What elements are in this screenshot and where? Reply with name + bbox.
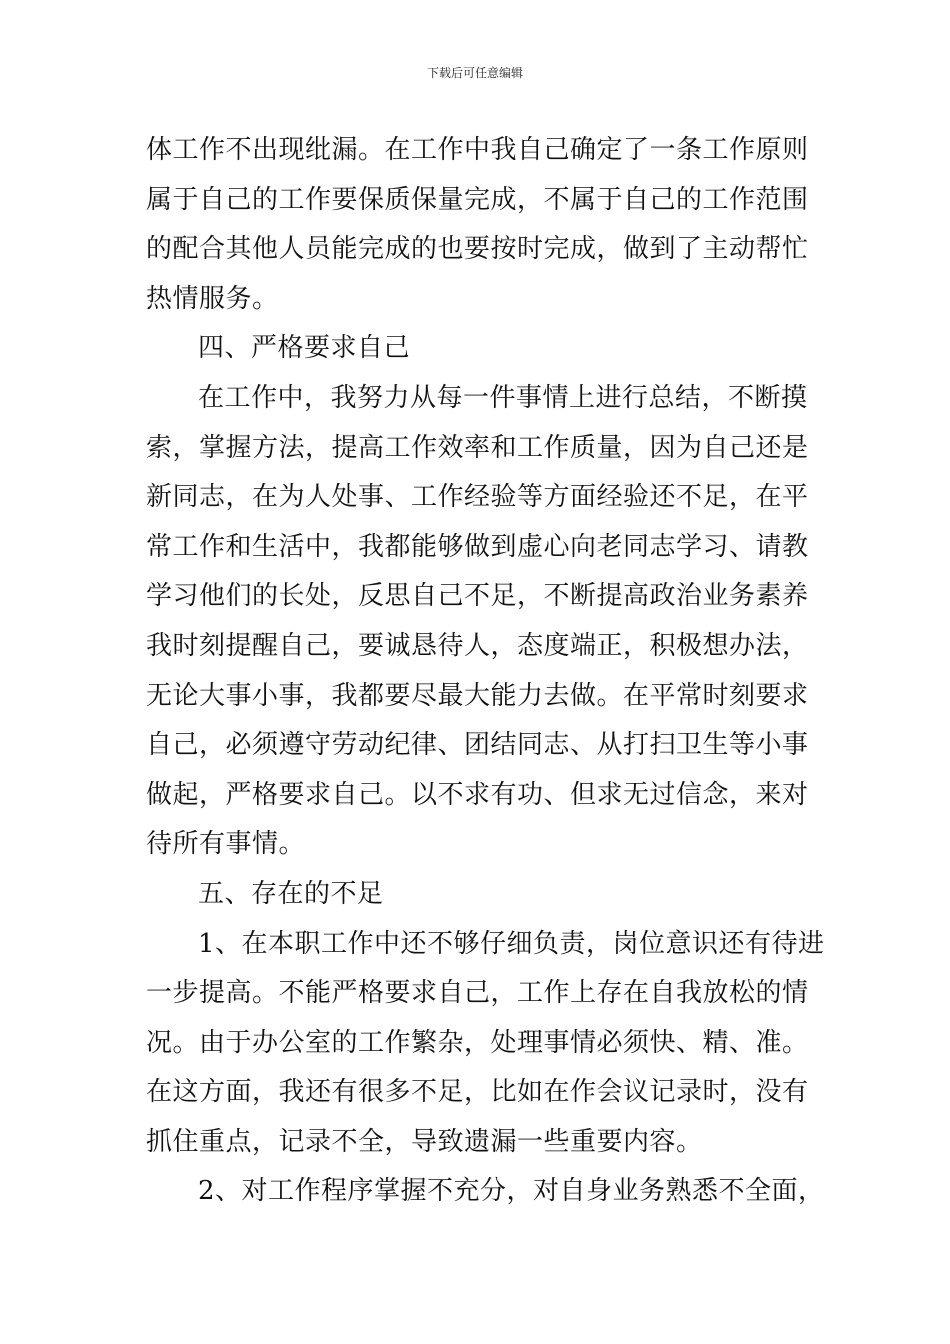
text-line: 做起，严格要求自己。以不求有功、但求无过信念，来对 xyxy=(146,779,809,810)
text-line: 况。由于办公室的工作繁杂，处理事情必须快、精、准。 xyxy=(146,1027,809,1058)
text-line: 新同志，在为人处事、工作经验等方面经验还不足，在平 xyxy=(146,482,809,513)
text-line: 的配合其他人员能完成的也要按时完成，做到了主动帮忙 xyxy=(146,234,809,265)
text-line: 无论大事小事，我都要尽最大能力去做。在平常时刻要求 xyxy=(146,680,809,711)
text-line: 常工作和生活中，我都能够做到虚心向老同志学习、请教 xyxy=(146,531,809,562)
text-line: 在工作中，我努力从每一件事情上进行总结，不断摸 xyxy=(198,382,808,413)
text-line: 1、在本职工作中还不够仔细负责，岗位意识还有待进 xyxy=(198,928,825,959)
text-line: 我时刻提醒自己，要诚恳待人，态度端正，积极想办法， xyxy=(146,630,809,661)
text-line: 在这方面，我还有很多不足，比如在作会议记录时，没有 xyxy=(146,1077,809,1108)
text-line: 自己，必须遵守劳动纪律、团结同志、从打扫卫生等小事 xyxy=(146,730,809,761)
text-line: 2、对工作程序掌握不充分，对自身业务熟悉不全面， xyxy=(198,1176,825,1207)
text-line: 索，掌握方法，提高工作效率和工作质量，因为自己还是 xyxy=(146,432,809,463)
page-header: 下载后可任意编辑 xyxy=(426,66,523,80)
section-heading: 四、严格要求自己 xyxy=(198,333,411,364)
text-line: 学习他们的长处，反思自己不足，不断提高政治业务素养 xyxy=(146,581,809,612)
text-line: 热情服务。 xyxy=(146,283,279,314)
text-line: 一步提高。不能严格要求自己，工作上存在自我放松的情 xyxy=(146,978,809,1009)
text-line: 体工作不出现纰漏。在工作中我自己确定了一条工作原则 xyxy=(146,135,809,165)
text-line: 属于自己的工作要保质保量完成，不属于自己的工作范围 xyxy=(146,184,809,215)
document-body xyxy=(146,126,825,1217)
section-heading: 五、存在的不足 xyxy=(198,878,384,909)
text-line: 待所有事情。 xyxy=(146,829,306,860)
text-line: 抓住重点，记录不全，导致遗漏一些重要内容。 xyxy=(146,1126,703,1157)
